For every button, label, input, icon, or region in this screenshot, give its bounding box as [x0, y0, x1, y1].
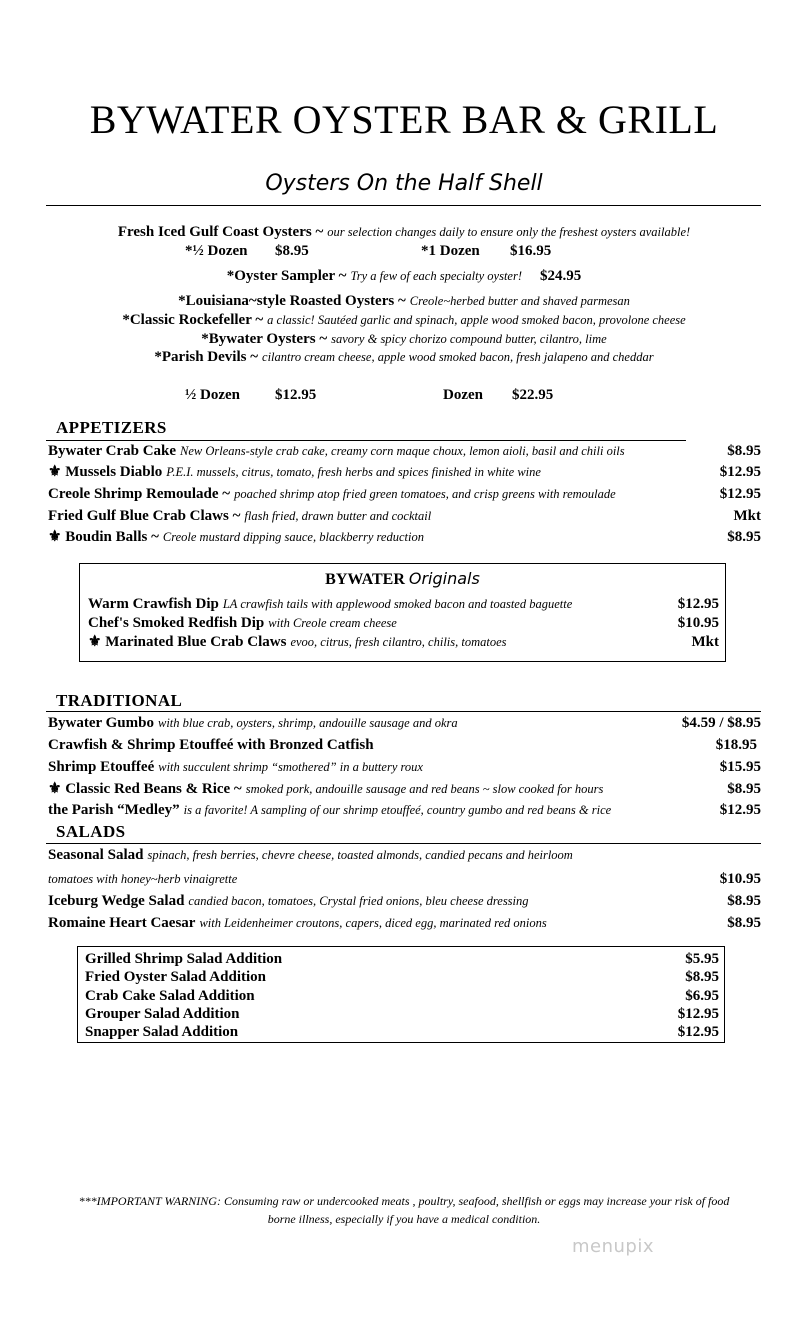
food-safety-warning [0, 1192, 808, 1228]
addition-name: Crab Cake Salad Addition [85, 988, 255, 1004]
item-name: Seasonal Salad [48, 847, 144, 863]
traditional-divider [46, 711, 761, 712]
sampler-price: $24.95 [540, 268, 582, 284]
specialty-oyster-desc: cilantro cream cheese, apple wood smoked bacon, fresh jalapeno and cheddar [262, 350, 654, 364]
menu-item [48, 891, 761, 911]
addition-item [85, 968, 719, 986]
salads-divider [46, 843, 761, 844]
menu-item [88, 613, 719, 633]
specialty-oyster-desc: Creole~herbed butter and shaved parmesan [409, 294, 630, 308]
addition-item [85, 1023, 719, 1041]
item-name: ⚜ Boudin Balls ~ [48, 529, 159, 545]
item-name: Chef's Smoked Redfish Dip [88, 615, 265, 631]
addition-name: Snapper Salad Addition [85, 1024, 239, 1040]
originals-title: BYWATER [325, 571, 405, 588]
item-price: $4.59 / $8.95 [681, 715, 761, 731]
item-desc: with Creole cream cheese [268, 616, 397, 630]
menu-item [48, 441, 761, 461]
item-name: Iceburg Wedge Salad [48, 893, 185, 909]
item-price: $12.95 [719, 464, 761, 480]
item-name: the Parish “Medley” [48, 802, 180, 818]
item-desc: with Leidenheimer croutons, capers, diced egg, marinated red onions [199, 916, 547, 930]
menu-item [48, 800, 761, 820]
appetizers-heading: APPETIZERS [56, 418, 167, 437]
originals-heading [80, 568, 725, 591]
specialty-oyster [0, 311, 808, 329]
addition-price: $12.95 [677, 1024, 719, 1040]
originals-script: Originals [408, 569, 480, 588]
item-price: $8.95 [727, 893, 761, 909]
addition-price: $6.95 [685, 988, 719, 1004]
item-price: Mkt [733, 508, 761, 524]
item-name: ⚜ Mussels Diablo [48, 464, 163, 480]
item-price: $15.95 [719, 759, 761, 775]
addition-name: Grouper Salad Addition [85, 1006, 240, 1022]
item-name: Creole Shrimp Remoulade ~ [48, 486, 231, 502]
menu-item [48, 462, 761, 482]
menupix-watermark: menupix [572, 1236, 655, 1257]
item-desc: Creole mustard dipping sauce, blackberry reduction [162, 530, 424, 544]
specialty-oyster-name: *Parish Devils ~ [154, 349, 259, 365]
item-desc: spinach, fresh berries, chevre cheese, toasted almonds, candied pecans and heirloom [147, 848, 573, 862]
item-name: Romaine Heart Caesar [48, 915, 196, 931]
menu-item [48, 735, 757, 755]
item-desc: is a favorite! A sampling of our shrimp etouffeé, country gumbo and red beans & rice [183, 803, 612, 817]
menu-item [48, 757, 761, 777]
salads-heading: SALADS [56, 822, 126, 841]
item-desc: flash fried, drawn butter and cocktail [244, 509, 432, 523]
item-name: Warm Crawfish Dip [88, 596, 219, 612]
warning-line-1: ***IMPORTANT WARNING: Consuming raw or undercooked meats , poultry, seafood, shellfish or eggs may increase your risk of food [78, 1194, 730, 1208]
oyster-sampler-line [0, 267, 808, 285]
item-desc: poached shrimp atop fried green tomatoes, and crisp greens with remoulade [234, 487, 616, 501]
addition-name: Fried Oyster Salad Addition [85, 969, 266, 985]
gulf-oysters-desc: our selection changes daily to ensure only the freshest oysters available! [327, 225, 691, 239]
item-name: ⚜ Marinated Blue Crab Claws [88, 634, 287, 650]
menu-item [48, 527, 761, 547]
item-name: ⚜ Classic Red Beans & Rice ~ [48, 781, 242, 797]
menu-item [88, 594, 719, 614]
item-name: Crawfish & Shrimp Etouffeé with Bronzed Catfish [48, 737, 374, 753]
restaurant-title: BYWATER OYSTER BAR & GRILL [89, 97, 719, 142]
specialty-oyster-name: *Classic Rockefeller ~ [122, 312, 264, 328]
specialty-half-label: ½ Dozen [185, 387, 240, 403]
item-desc: with blue crab, oysters, shrimp, andouille sausage and okra [157, 716, 458, 730]
oysters-heading: Oysters On the Half Shell [265, 171, 543, 196]
item-price: $8.95 [727, 529, 761, 545]
specialty-dozen-label: Dozen [443, 387, 483, 403]
item-price: $8.95 [727, 443, 761, 459]
addition-price: $12.95 [677, 1006, 719, 1022]
addition-price: $8.95 [685, 969, 719, 985]
oysters-divider [46, 205, 761, 206]
item-desc: candied bacon, tomatoes, Crystal fried onions, bleu cheese dressing [188, 894, 529, 908]
item-name: Bywater Gumbo [48, 715, 154, 731]
addition-item [85, 987, 719, 1005]
specialty-dozen-price: $22.95 [512, 387, 554, 403]
item-price: Mkt [691, 634, 719, 650]
item-price: $12.95 [719, 802, 761, 818]
specialty-oyster [0, 348, 808, 366]
item-desc: tomatoes with honey~herb vinaigrette [48, 872, 238, 886]
specialty-oyster [0, 330, 808, 348]
menu-item [48, 484, 761, 504]
menu-item [88, 632, 719, 652]
item-desc: evoo, citrus, fresh cilantro, chilis, tomatoes [290, 635, 507, 649]
warning-line-2: borne illness, especially if you have a medical condition. [267, 1212, 541, 1226]
sampler-name: *Oyster Sampler ~ [226, 268, 347, 284]
item-desc: LA crawfish tails with applewood smoked bacon and toasted baguette [222, 597, 573, 611]
menu-item [48, 779, 761, 799]
salad-additions-box [77, 946, 725, 1043]
gulf-oysters-name: Fresh Iced Gulf Coast Oysters ~ [117, 224, 324, 240]
item-price: $8.95 [727, 915, 761, 931]
item-name: Shrimp Etouffeé [48, 759, 155, 775]
item-price: $8.95 [727, 781, 761, 797]
specialty-half-price: $12.95 [275, 387, 317, 403]
item-price: $10.95 [677, 615, 719, 631]
item-name: Bywater Crab Cake [48, 443, 177, 459]
menu-item-continued [48, 869, 761, 889]
gulf-dozen-label: *1 Dozen [421, 243, 480, 259]
menu-item [48, 506, 761, 526]
gulf-dozen-price: $16.95 [510, 243, 552, 259]
specialty-oyster-desc: savory & spicy chorizo compound butter, cilantro, lime [331, 332, 607, 346]
specialty-oyster-name: *Louisiana~style Roasted Oysters ~ [178, 293, 406, 309]
addition-item [85, 950, 719, 968]
originals-box [79, 563, 726, 662]
menu-item [48, 713, 761, 733]
item-desc: with succulent shrimp “smothered” in a buttery roux [158, 760, 423, 774]
item-desc: P.E.I. mussels, citrus, tomato, fresh herbs and spices finished in white wine [166, 465, 541, 479]
addition-name: Grilled Shrimp Salad Addition [85, 951, 283, 967]
gulf-half-label: *½ Dozen [185, 243, 248, 259]
specialty-oyster-desc: a classic! Sautéed garlic and spinach, apple wood smoked bacon, provolone cheese [267, 313, 686, 327]
menu-item [48, 913, 761, 933]
menu-item [48, 845, 761, 865]
item-price: $10.95 [719, 871, 761, 887]
gulf-half-price: $8.95 [275, 243, 309, 259]
item-name: Fried Gulf Blue Crab Claws ~ [48, 508, 241, 524]
item-price: $12.95 [719, 486, 761, 502]
item-price: $12.95 [677, 596, 719, 612]
gulf-oysters-line [0, 223, 808, 241]
addition-price: $5.95 [685, 951, 719, 967]
traditional-heading: TRADITIONAL [56, 691, 183, 710]
item-desc: New Orleans-style crab cake, creamy corn maque choux, lemon aioli, basil and chili oils [180, 444, 625, 458]
item-desc: smoked pork, andouille sausage and red beans ~ slow cooked for hours [245, 782, 604, 796]
specialty-oyster [0, 292, 808, 310]
specialty-oyster-name: *Bywater Oysters ~ [201, 331, 328, 347]
sampler-desc: Try a few of each specialty oyster! [350, 269, 522, 283]
item-price: $18.95 [715, 737, 757, 753]
addition-item [85, 1005, 719, 1023]
